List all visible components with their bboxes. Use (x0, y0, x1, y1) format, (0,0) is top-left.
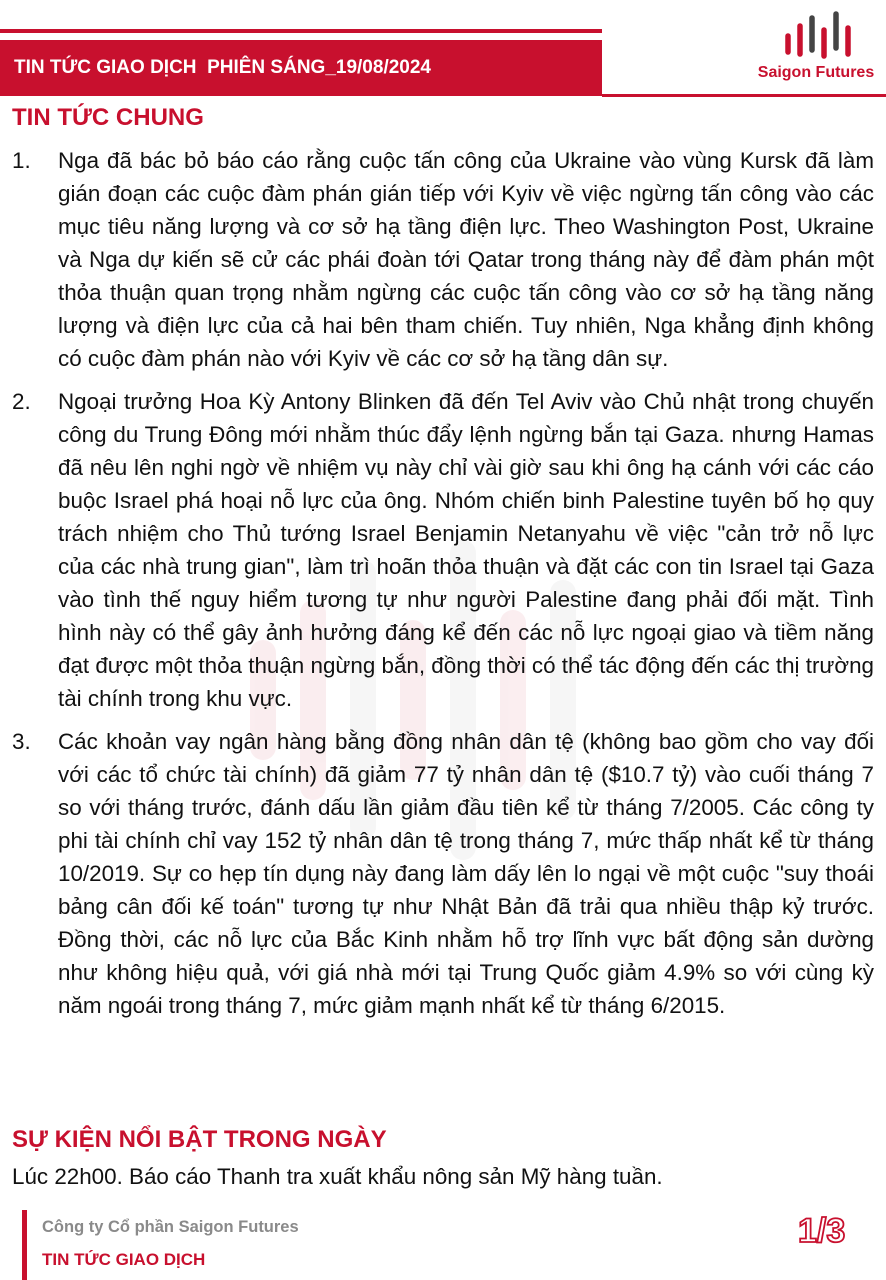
events-heading: SỰ KIỆN NỔI BẬT TRONG NGÀY (12, 1126, 387, 1153)
general-news-heading: TIN TỨC CHUNG (12, 104, 204, 131)
brand-logo (748, 8, 884, 88)
header-banner (0, 40, 602, 96)
footer-section-label: TIN TỨC GIAO DỊCH (42, 1250, 206, 1269)
header-rule (602, 94, 886, 97)
brand-name: Saigon Futures (757, 64, 875, 81)
event-text: Lúc 22h00. Báo cáo Thanh tra xuất khẩu nông sản Mỹ hàng tuần. (12, 1164, 663, 1189)
news-item (12, 144, 874, 375)
news-item-number: 2. (12, 389, 31, 414)
page-title: TIN TỨC GIAO DỊCH PHIÊN SÁNG_19/08/2024 (14, 57, 431, 78)
news-item-text: Các khoản vay ngân hàng bằng đồng nhân dân tệ (không bao gồm cho vay đối với các tổ chức tài chính) đã giảm 77 tỷ nhân dân tệ ($10.7 tỷ) vào cuối tháng 7 so với tháng trước, đánh dấu lần giảm đầu tiên kể từ tháng 7/2005. Các công ty phi tài chính chỉ vay 152 tỷ nhân dân tệ trong tháng 7, mức thấp nhất kể từ tháng 10/2019. Sự co hẹp tín dụng này đang làm dấy lên lo ngại về một cuộc "suy thoái bảng cân đối kế toán" tương tự như Nhật Bản đã trải qua nhiều thập kỷ trước. Đồng thời, các nỗ lực của Bắc Kinh nhằm hỗ trợ lĩnh vực bất động sản dường như không hiệu quả, với giá nhà mới tại Trung Quốc giảm 4.9% so với cùng kỳ năm ngoái trong tháng 7, mức giảm mạnh nhất kể từ tháng 6/2015. (58, 729, 874, 1018)
news-item (12, 725, 874, 1022)
news-item (12, 385, 874, 715)
page-number: 1/3 (798, 1212, 846, 1250)
news-list (12, 144, 874, 1022)
news-item-number: 3. (12, 729, 31, 754)
news-item-number: 1. (12, 148, 31, 173)
bar-wave-logo-icon (748, 8, 884, 64)
news-item-text: Ngoại trưởng Hoa Kỳ Antony Blinken đã đến Tel Aviv vào Chủ nhật trong chuyến công du Trung Đông mới nhằm thúc đẩy lệnh ngừng bắn tại Gaza. nhưng Hamas đã nêu lên nghi ngờ về nhiệm vụ này chỉ vài giờ sau khi ông hạ cánh với các cáo buộc Israel phá hoại nỗ lực của ông. Nhóm chiến binh Palestine tuyên bố họ quy trách nhiệm cho Thủ tướng Israel Benjamin Netanyahu về việc "cản trở nỗ lực của các nhà trung gian", làm trì hoãn thỏa thuận và đặt các con tin Israel tại Gaza vào tình thế nguy hiểm tương tự như người Palestine đang phải đối mặt. Tình hình này có thể gây ảnh hưởng đáng kể đến các nỗ lực ngoại giao và tiềm năng đạt được một thỏa thuận ngừng bắn, đồng thời có thể tác động đến các thị trường tài chính trong khu vực. (58, 389, 874, 711)
footer-accent-bar (22, 1210, 27, 1280)
news-item-text: Nga đã bác bỏ báo cáo rằng cuộc tấn công của Ukraine vào vùng Kursk đã làm gián đoạn các cuộc đàm phán gián tiếp với Kyiv về việc ngừng tấn công vào các mục tiêu năng lượng và cơ sở hạ tầng điện lực. Theo Washington Post, Ukraine và Nga dự kiến sẽ cử các phái đoàn tới Qatar trong tháng này để đàm phán một thỏa thuận quan trọng nhằm ngừng các cuộc tấn công vào cơ sở hạ tầng năng lượng và điện lực của cả hai bên tham chiến. Tuy nhiên, Nga khẳng định không có cuộc đàm phán nào với Kyiv về các cơ sở hạ tầng dân sự. (58, 148, 874, 371)
footer-company: Công ty Cổ phần Saigon Futures (42, 1218, 299, 1236)
header-top-line (0, 29, 602, 33)
